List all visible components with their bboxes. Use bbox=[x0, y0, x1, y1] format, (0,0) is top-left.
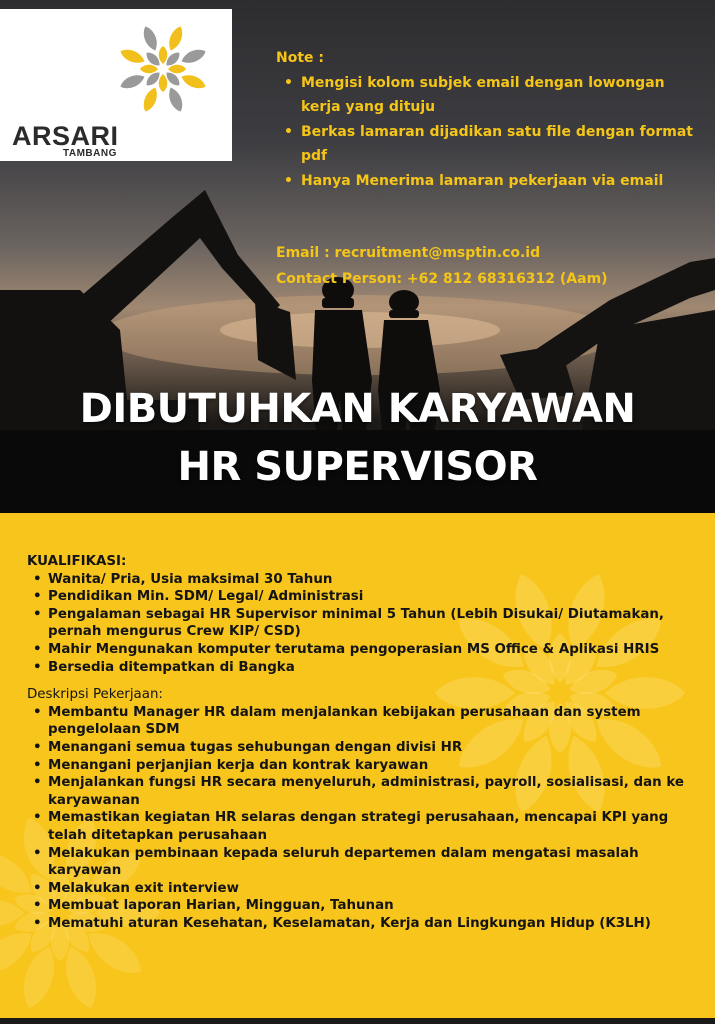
kualifikasi-item: • Wanita/ Pria, Usia maksimal 30 Tahun bbox=[33, 571, 697, 589]
petal-shape bbox=[166, 24, 186, 52]
job-details bbox=[27, 553, 697, 932]
note-item: • Hanya Menerima lamaran pekerjaan via email bbox=[284, 169, 696, 194]
petal-shape bbox=[140, 65, 158, 74]
note-item: • Mengisi kolom subjek email dengan lowongan kerja yang dituju bbox=[284, 71, 696, 120]
deskripsi-item: • Melakukan exit interview bbox=[33, 880, 697, 898]
headline-line-2: HR SUPERVISOR bbox=[177, 444, 538, 490]
logo-wordmark: ARSARI bbox=[12, 121, 119, 151]
petal-shape bbox=[168, 65, 186, 74]
contact-person-line[interactable]: Contact Person: +62 812 68316312 (Aam) bbox=[276, 271, 608, 287]
email-line[interactable]: Email : recruitment@msptin.co.id bbox=[276, 245, 541, 261]
note-title: Note : bbox=[276, 50, 324, 66]
job-headline bbox=[0, 380, 715, 496]
deskripsi-item: • Membuat laporan Harian, Mingguan, Tahunan bbox=[33, 897, 697, 915]
deskripsi-item: • Menjalankan fungsi HR secara menyeluruh, administrasi, payroll, sosialisasi, dan ke karyawanan bbox=[33, 774, 697, 809]
petal-shape bbox=[118, 46, 146, 66]
contact-block bbox=[276, 240, 608, 292]
kualifikasi-item: • Bersedia ditempatkan di Bangka bbox=[33, 659, 697, 677]
company-logo bbox=[0, 9, 232, 161]
petal-shape bbox=[159, 46, 168, 64]
petal-shape bbox=[159, 74, 168, 92]
kualifikasi-list bbox=[33, 571, 697, 677]
kualifikasi-item: • Pendidikan Min. SDM/ Legal/ Administrasi bbox=[33, 588, 697, 606]
application-note bbox=[276, 46, 696, 193]
logo-subtitle: TAMBANG bbox=[63, 148, 117, 159]
petal-shape bbox=[140, 85, 160, 113]
deskripsi-item: • Melakukan pembinaan kepada seluruh departemen dalam mengatasi masalah karyawan bbox=[33, 845, 697, 880]
note-item: • Berkas lamaran dijadikan satu file dengan format pdf bbox=[284, 120, 696, 169]
deskripsi-item: • Memastikan kegiatan HR selaras dengan strategi perusahaan, mencapai KPI yang telah ditetapkan perusahaan bbox=[33, 809, 697, 844]
deskripsi-item: • Membantu Manager HR dalam menjalankan kebijakan perusahaan dan system pengelolaan SDM bbox=[33, 704, 697, 739]
deskripsi-item: • Menangani perjanjian kerja dan kontrak karyawan bbox=[33, 757, 697, 775]
kualifikasi-title: KUALIFIKASI: bbox=[27, 554, 127, 569]
petal-shape bbox=[118, 72, 146, 92]
bottom-border bbox=[0, 1018, 715, 1024]
deskripsi-list bbox=[33, 704, 697, 933]
headline-line-1: DIBUTUHKAN KARYAWAN bbox=[79, 386, 636, 432]
petal-shape bbox=[179, 46, 207, 66]
lotus-flower-logo-icon bbox=[106, 19, 220, 119]
petal-shape bbox=[166, 85, 186, 113]
deskripsi-item: • Menangani semua tugas sehubungan dengan divisi HR bbox=[33, 739, 697, 757]
requirements-section bbox=[0, 513, 715, 1024]
note-list bbox=[284, 71, 696, 194]
petal-shape bbox=[179, 72, 207, 92]
deskripsi-title: Deskripsi Pekerjaan: bbox=[27, 687, 163, 703]
kualifikasi-item: • Mahir Mengunakan komputer terutama pengoperasian MS Office & Aplikasi HRIS bbox=[33, 641, 697, 659]
kualifikasi-item: • Pengalaman sebagai HR Supervisor minimal 5 Tahun (Lebih Disukai/ Diutamakan, pernah mengurus Crew KIP/ CSD) bbox=[33, 606, 697, 641]
petal-shape bbox=[140, 24, 160, 52]
deskripsi-item: • Mematuhi aturan Kesehatan, Keselamatan, Kerja dan Lingkungan Hidup (K3LH) bbox=[33, 915, 697, 933]
